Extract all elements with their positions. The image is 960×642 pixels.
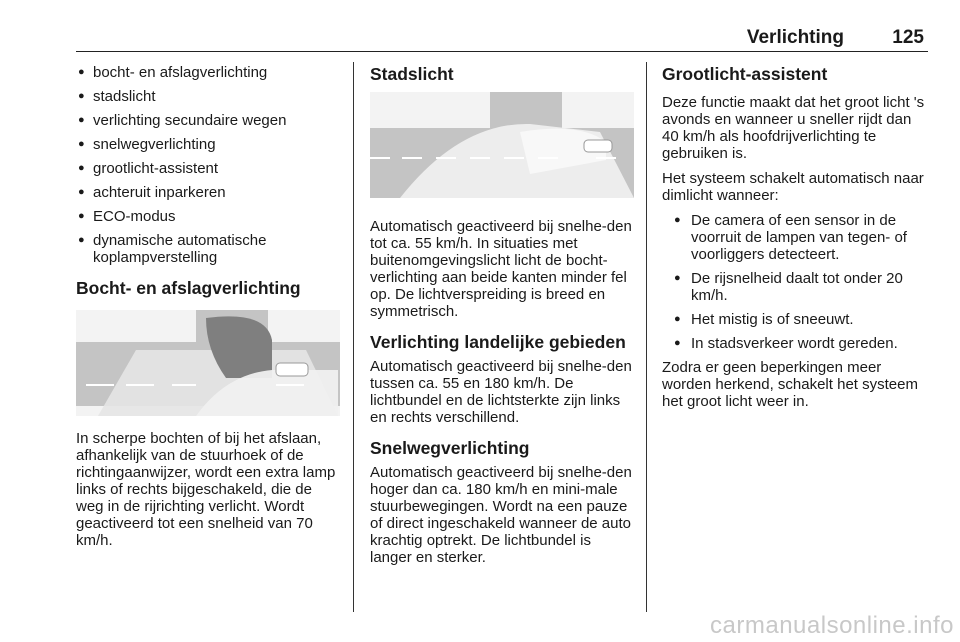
section-heading: Snelwegverlichting [370, 438, 530, 458]
column-2 [370, 64, 634, 574]
list-item: ● grootlicht-assistent [76, 160, 340, 177]
body-text: Automatisch geactiveerd bij snelhe-den tot ca. 55 km/h. In situaties met buitenomgevingslicht licht de bocht-verlichting aan beide kanten minder fel op. De lichtverspreiding is breed en symmetrisch. [370, 218, 632, 320]
list-item: ● bocht- en afslagverlichting [76, 64, 340, 81]
body-text: Het systeem schakelt automatisch naar dimlicht wanneer: [662, 170, 924, 204]
column-divider-1 [353, 62, 354, 612]
list-item: ● dynamische automatische koplampverstelling [76, 232, 340, 266]
list-item: ● snelwegverlichting [76, 136, 340, 153]
body-text: Automatisch geactiveerd bij snelhe-den hoger dan ca. 180 km/h en mini-male stuurbewegingen. Wordt na een pauze of direct ingeschakeld wanneer de auto krachtig optrekt. De lichtbundel is langer en sterker. [370, 464, 632, 566]
list-item: ● achteruit inparkeren [76, 184, 340, 201]
list-item: ● stadslicht [76, 88, 340, 105]
section-heading: Stadslicht [370, 64, 454, 84]
column-1 [76, 64, 340, 557]
list-item: ● verlichting secundaire wegen [76, 112, 340, 129]
body-text: Deze functie maakt dat het groot licht 's avonds en wanneer u sneller rijdt dan 40 km/h als hoofdrijverlichting te gebruiken is. [662, 94, 925, 162]
section-heading: Grootlicht-assistent [662, 64, 828, 84]
column-divider-2 [646, 62, 647, 612]
feature-list [76, 64, 340, 266]
body-text: Automatisch geactiveerd bij snelhe-den tussen ca. 55 en 180 km/h. De lichtbundel en de lichtsterkte zijn links en rechts verschillend. [370, 358, 632, 426]
body-text: In scherpe bochten of bij het afslaan, afhankelijk van de stuurhoek of de richtingaanwijzer, wordt een extra lamp links of rechts bijgeschakeld, die de weg in de rijrichting verlicht. Wordt geactiveerd tot een snelheid van 70 km/h. [76, 430, 336, 549]
section-heading: Bocht- en afslagverlichting [76, 278, 301, 298]
body-text: Zodra er geen beperkingen meer worden herkend, schakelt het systeem het groot licht weer in. [662, 359, 918, 410]
column-3 [662, 64, 932, 418]
list-item: ● De rijsnelheid daalt tot onder 20 km/h. [662, 270, 932, 304]
list-item: ● Het mistig is of sneeuwt. [662, 311, 932, 328]
list-item: ● In stadsverkeer wordt gereden. [662, 335, 932, 352]
list-item: ● ECO-modus [76, 208, 340, 225]
list-item: ● De camera of een sensor in de voorruit de lampen van tegen- of voorliggers detecteert. [662, 212, 932, 263]
cornering-light-illustration [76, 310, 340, 416]
condition-list [662, 212, 932, 352]
watermark-text: carmanualsonline.info [710, 612, 954, 639]
city-light-illustration [370, 92, 634, 198]
page-number: 125 [892, 27, 924, 48]
page-title: Verlichting [746, 27, 844, 48]
section-heading: Verlichting landelijke gebieden [370, 332, 626, 352]
page-header [76, 27, 928, 52]
